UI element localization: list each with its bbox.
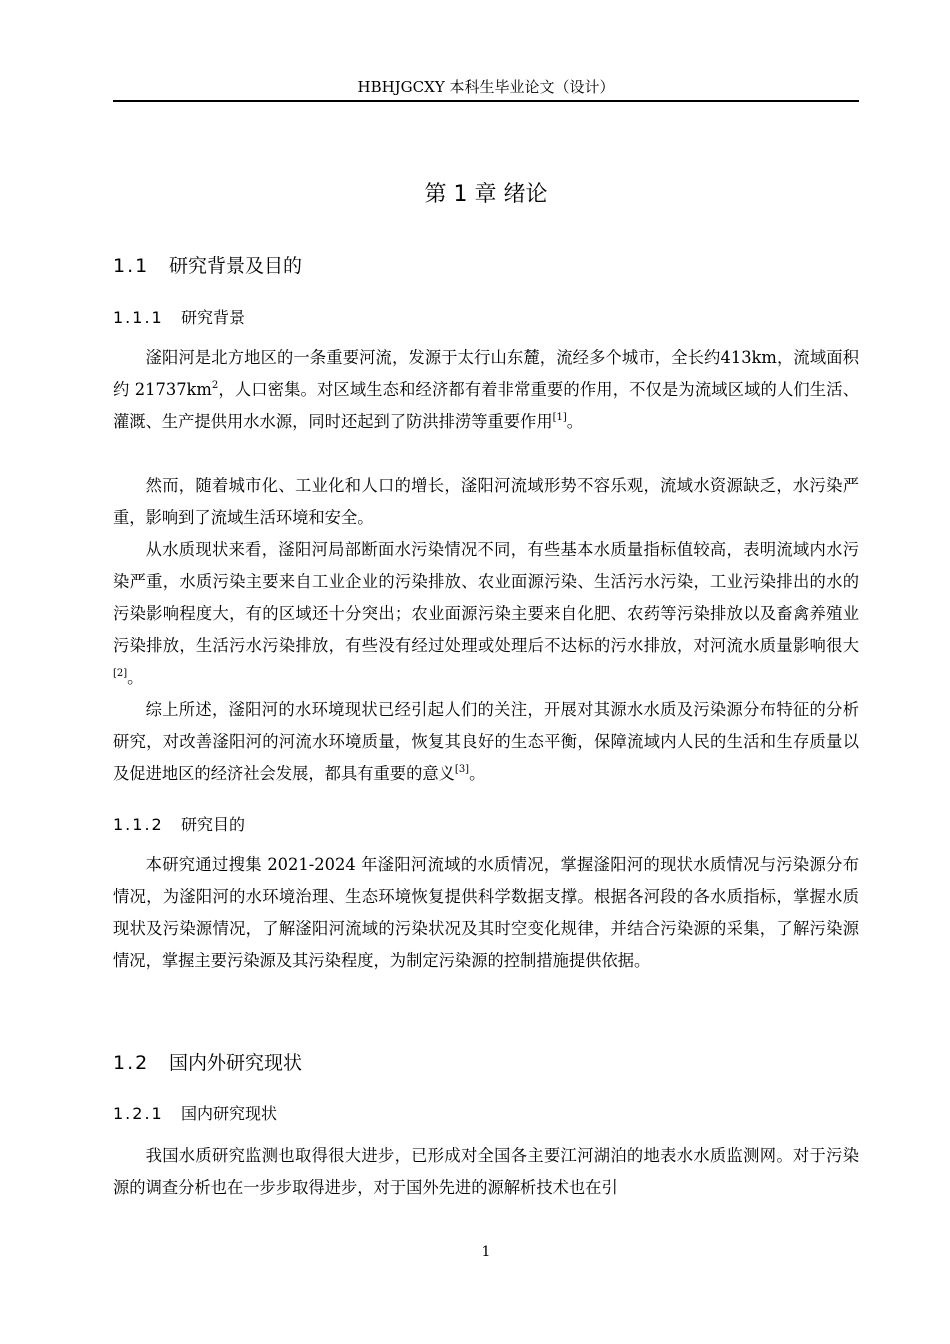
paragraph-purpose: 本研究通过搜集 2021-2024 年滏阳河流域的水质情况，掌握滏阳河的现状水质情况与污染源分布情况，为滏阳河的水环境治理、生态环境恢复提供科学数据支撑。根据各河段的各水质指标，掌握水质现状及污染源情况，了解滏阳河流域的污染状况及其时空变化规律，并结合污染源的采集，了解污染源情况，掌握主要污染源及其污染程度，为制定污染源的控制措施提供依据。 bbox=[113, 855, 859, 970]
section-heading-1-1 bbox=[113, 253, 302, 279]
text-run: 从水质现状来看，滏阳河局部断面水污染情况不同，有些基本水质量指标值较高，表明流域内水污染严重，水质污染主要来自工业企业的污染排放、农业面源污染、生活污水污染，工业污染排出的水的污染影响程度大，有的区域还十分突出；农业面源污染主要来自化肥、农药等污染排放以及畜禽养殖业污染排放，生活污水污染排放，有些没有经过处理或处理后不达标的污水排放，对河流水质量影响很大 bbox=[113, 540, 859, 655]
paragraph-background-4 bbox=[113, 694, 859, 790]
section-title: 国内外研究现状 bbox=[169, 1052, 303, 1074]
text-run: 综上所述，滏阳河的水环境现状已经引起人们的关注，开展对其源水水质及污染源分布特征的分析研究，对改善滏阳河的河流水环境质量，恢复其良好的生态平衡，保障流域内人民的生活和生存质量以及促进地区的经济社会发展，都具有重要的意义 bbox=[113, 700, 859, 783]
superscript: 2 bbox=[211, 380, 219, 391]
paragraph-background-2: 然而，随着城市化、工业化和人口的增长，滏阳河流域形势不容乐观，流域水资源缺乏，水污染严重，影响到了流域生活环境和安全。 bbox=[113, 476, 859, 527]
citation-ref: [2] bbox=[113, 668, 128, 679]
subsection-number: 1.1.1 bbox=[113, 308, 164, 327]
subsection-number: 1.2.1 bbox=[113, 1104, 164, 1123]
citation-ref: [3] bbox=[454, 764, 470, 775]
text-run: 。 bbox=[566, 412, 584, 431]
subsection-title: 研究目的 bbox=[181, 815, 246, 834]
section-heading-1-2 bbox=[113, 1050, 302, 1076]
paragraph-domestic: 我国水质研究监测也取得很大进步，已形成对全国各主要江河湖泊的地表水水质监测网。对于污染源的调查分析也在一步步取得进步，对于国外先进的源解析技术也在引 bbox=[113, 1146, 859, 1197]
text-run: 。 bbox=[127, 668, 144, 687]
subsection-title: 国内研究现状 bbox=[181, 1104, 278, 1123]
subsection-heading-1-1-2 bbox=[113, 814, 245, 836]
page-number: 1 bbox=[481, 1244, 491, 1260]
section-number: 1.2 bbox=[113, 1052, 150, 1074]
subsection-number: 1.1.2 bbox=[113, 815, 164, 834]
section-title: 研究背景及目的 bbox=[169, 255, 303, 277]
text-run: ，人口密集。对区域生态和经济都有着非常重要的作用，不仅是为流域区域的人们生活、灌溉、生产提供用水水源，同时还起到了防洪排涝等重要作用 bbox=[113, 380, 859, 431]
chapter-title: 第 1 章 绪论 bbox=[424, 182, 548, 207]
page-header: HBHJGCXY 本科生毕业论文（设计） bbox=[357, 78, 615, 96]
subsection-heading-1-2-1 bbox=[113, 1103, 277, 1125]
paragraph-background-3 bbox=[113, 534, 859, 694]
section-number: 1.1 bbox=[113, 255, 150, 277]
text-run: 滏阳河是北方地区的一条重要河流，发源于太行山东麓，流经多个城市，全长约413km，流域面积约 21737km bbox=[113, 348, 859, 399]
subsection-title: 研究背景 bbox=[181, 308, 246, 327]
text-run: 。 bbox=[469, 764, 486, 783]
citation-ref: [1] bbox=[552, 412, 567, 423]
header-divider bbox=[113, 100, 859, 102]
subsection-heading-1-1-1 bbox=[113, 307, 245, 329]
paragraph-background-1 bbox=[113, 342, 859, 438]
